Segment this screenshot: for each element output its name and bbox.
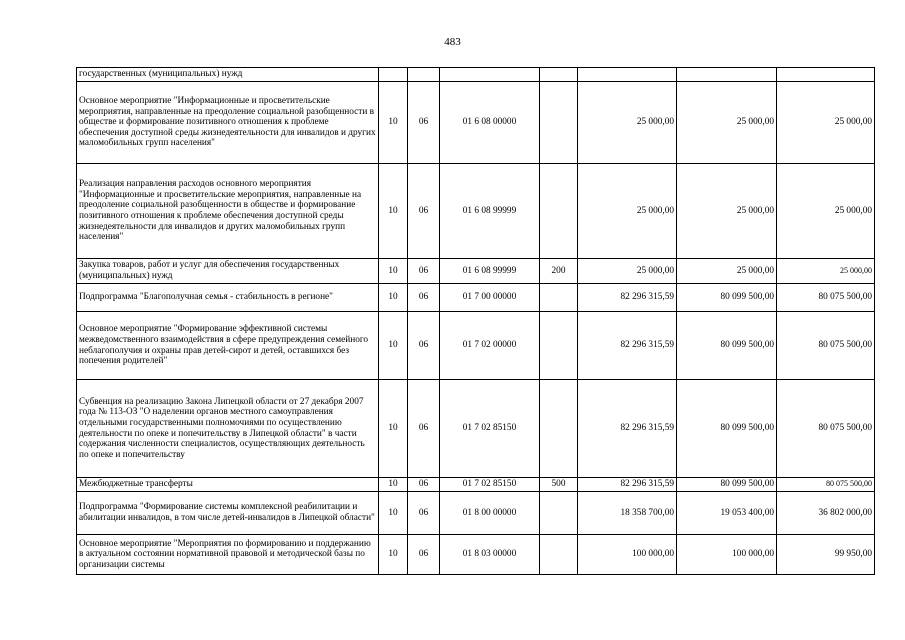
row-name: Межбюджетные трансферты [77, 478, 379, 492]
amount-year2-cell: 100 000,00 [677, 535, 777, 575]
amount-year1-cell: 82 296 315,59 [578, 312, 677, 380]
amount-year2-cell: 80 099 500,00 [677, 478, 777, 492]
target-code-cell: 01 8 00 00000 [440, 492, 540, 535]
row-name: Основное мероприятие "Мероприятия по формированию и поддержанию в актуальном состоянии нормативной правовой и методической базы по организации системы [77, 535, 379, 575]
amount-year2-cell: 19 053 400,00 [677, 492, 777, 535]
budget-table [76, 67, 875, 575]
amount-year3-cell: 80 075 500,00 [777, 380, 875, 478]
amount-year1-cell [578, 68, 677, 82]
amount-year1-cell: 18 358 700,00 [578, 492, 677, 535]
expense-type-cell [540, 535, 578, 575]
chapter-cell: 10 [379, 380, 408, 478]
target-code-cell: 01 6 08 99999 [440, 164, 540, 259]
expense-type-cell [540, 492, 578, 535]
target-code-cell: 01 6 08 00000 [440, 82, 540, 164]
expense-type-cell [540, 380, 578, 478]
target-code-cell [440, 68, 540, 82]
amount-year3-cell: 80 075 500,00 [777, 284, 875, 312]
target-code-cell: 01 7 02 85150 [440, 478, 540, 492]
amount-year3-cell: 25 000,00 [777, 164, 875, 259]
table-row [77, 492, 875, 535]
amount-year1-cell: 82 296 315,59 [578, 284, 677, 312]
chapter-cell: 10 [379, 312, 408, 380]
chapter-cell: 10 [379, 535, 408, 575]
amount-year3-cell: 99 950,00 [777, 535, 875, 575]
subchapter-cell: 06 [408, 284, 440, 312]
subchapter-cell: 06 [408, 478, 440, 492]
row-name: государственных (муниципальных) нужд [77, 68, 379, 82]
table-row [77, 82, 875, 164]
table-row [77, 164, 875, 259]
page-number: 483 [444, 36, 461, 48]
chapter-cell: 10 [379, 284, 408, 312]
row-name: Подпрограмма "Формирование системы комплексной реабилитации и абилитации инвалидов, в том числе детей-инвалидов в Липецкой области" [77, 492, 379, 535]
chapter-cell [379, 68, 408, 82]
amount-year1-cell: 25 000,00 [578, 259, 677, 284]
amount-year2-cell: 80 099 500,00 [677, 312, 777, 380]
amount-year3-cell: 80 075 500,00 [777, 478, 875, 492]
amount-year1-cell: 100 000,00 [578, 535, 677, 575]
expense-type-cell [540, 284, 578, 312]
amount-year1-cell: 25 000,00 [578, 164, 677, 259]
subchapter-cell: 06 [408, 380, 440, 478]
subchapter-cell [408, 68, 440, 82]
chapter-cell: 10 [379, 164, 408, 259]
subchapter-cell: 06 [408, 259, 440, 284]
subchapter-cell: 06 [408, 312, 440, 380]
row-name: Закупка товаров, работ и услуг для обеспечения государственных (муниципальных) нужд [77, 259, 379, 284]
amount-year2-cell: 80 099 500,00 [677, 284, 777, 312]
subchapter-cell: 06 [408, 164, 440, 259]
table-row [77, 478, 875, 492]
amount-year3-cell: 25 000,00 [777, 259, 875, 284]
row-name: Основное мероприятие "Информационные и просветительские мероприятия, направленные на преодоление социальной разобщенности в обществе и формирование позитивного отношения к проблеме обеспечения доступной среды жизнедеятельности для инвалидов и других маломобильных групп населения" [77, 82, 379, 164]
subchapter-cell: 06 [408, 492, 440, 535]
row-name: Субвенция на реализацию Закона Липецкой области от 27 декабря 2007 года № 113-ОЗ "О наделении органов местного самоуправления отдельными государственными полномочиями по осуществлению деятельности по опеке и попечительству в Липецкой области" в части содержания численности специалистов, осуществляющих деятельность по опеке и попечительству [77, 380, 379, 478]
subchapter-cell: 06 [408, 82, 440, 164]
target-code-cell: 01 6 08 99999 [440, 259, 540, 284]
target-code-cell: 01 7 02 85150 [440, 380, 540, 478]
table-row [77, 380, 875, 478]
expense-type-cell [540, 312, 578, 380]
amount-year2-cell: 80 099 500,00 [677, 380, 777, 478]
row-name: Подпрограмма "Благополучная семья - стабильность в регионе" [77, 284, 379, 312]
target-code-cell: 01 8 03 00000 [440, 535, 540, 575]
table-row [77, 284, 875, 312]
target-code-cell: 01 7 02 00000 [440, 312, 540, 380]
table-row [77, 259, 875, 284]
amount-year2-cell: 25 000,00 [677, 82, 777, 164]
amount-year3-cell: 25 000,00 [777, 82, 875, 164]
amount-year3-cell: 80 075 500,00 [777, 312, 875, 380]
table-row [77, 68, 875, 82]
row-name: Основное мероприятие "Формирование эффективной системы межведомственного взаимодействия в сфере предупреждения семейного неблагополучия и охраны прав детей-сирот и детей, оставшихся без попечения родителей" [77, 312, 379, 380]
table-row [77, 535, 875, 575]
amount-year1-cell: 82 296 315,59 [578, 478, 677, 492]
target-code-cell: 01 7 00 00000 [440, 284, 540, 312]
chapter-cell: 10 [379, 82, 408, 164]
chapter-cell: 10 [379, 478, 408, 492]
chapter-cell: 10 [379, 259, 408, 284]
amount-year2-cell: 25 000,00 [677, 259, 777, 284]
amount-year3-cell: 36 802 000,00 [777, 492, 875, 535]
amount-year2-cell: 25 000,00 [677, 164, 777, 259]
expense-type-cell [540, 82, 578, 164]
expense-type-cell [540, 164, 578, 259]
amount-year1-cell: 82 296 315,59 [578, 380, 677, 478]
row-name: Реализация направления расходов основного мероприятия "Информационные и просветительские мероприятия, направленные на преодоление социальной разобщенности в обществе и формирование позитивного отношения к проблеме обеспечения доступной среды жизнедеятельности для инвалидов и других маломобильных групп населения" [77, 164, 379, 259]
expense-type-cell: 500 [540, 478, 578, 492]
amount-year1-cell: 25 000,00 [578, 82, 677, 164]
amount-year3-cell [777, 68, 875, 82]
subchapter-cell: 06 [408, 535, 440, 575]
amount-year2-cell [677, 68, 777, 82]
expense-type-cell [540, 68, 578, 82]
expense-type-cell: 200 [540, 259, 578, 284]
table-row [77, 312, 875, 380]
chapter-cell: 10 [379, 492, 408, 535]
